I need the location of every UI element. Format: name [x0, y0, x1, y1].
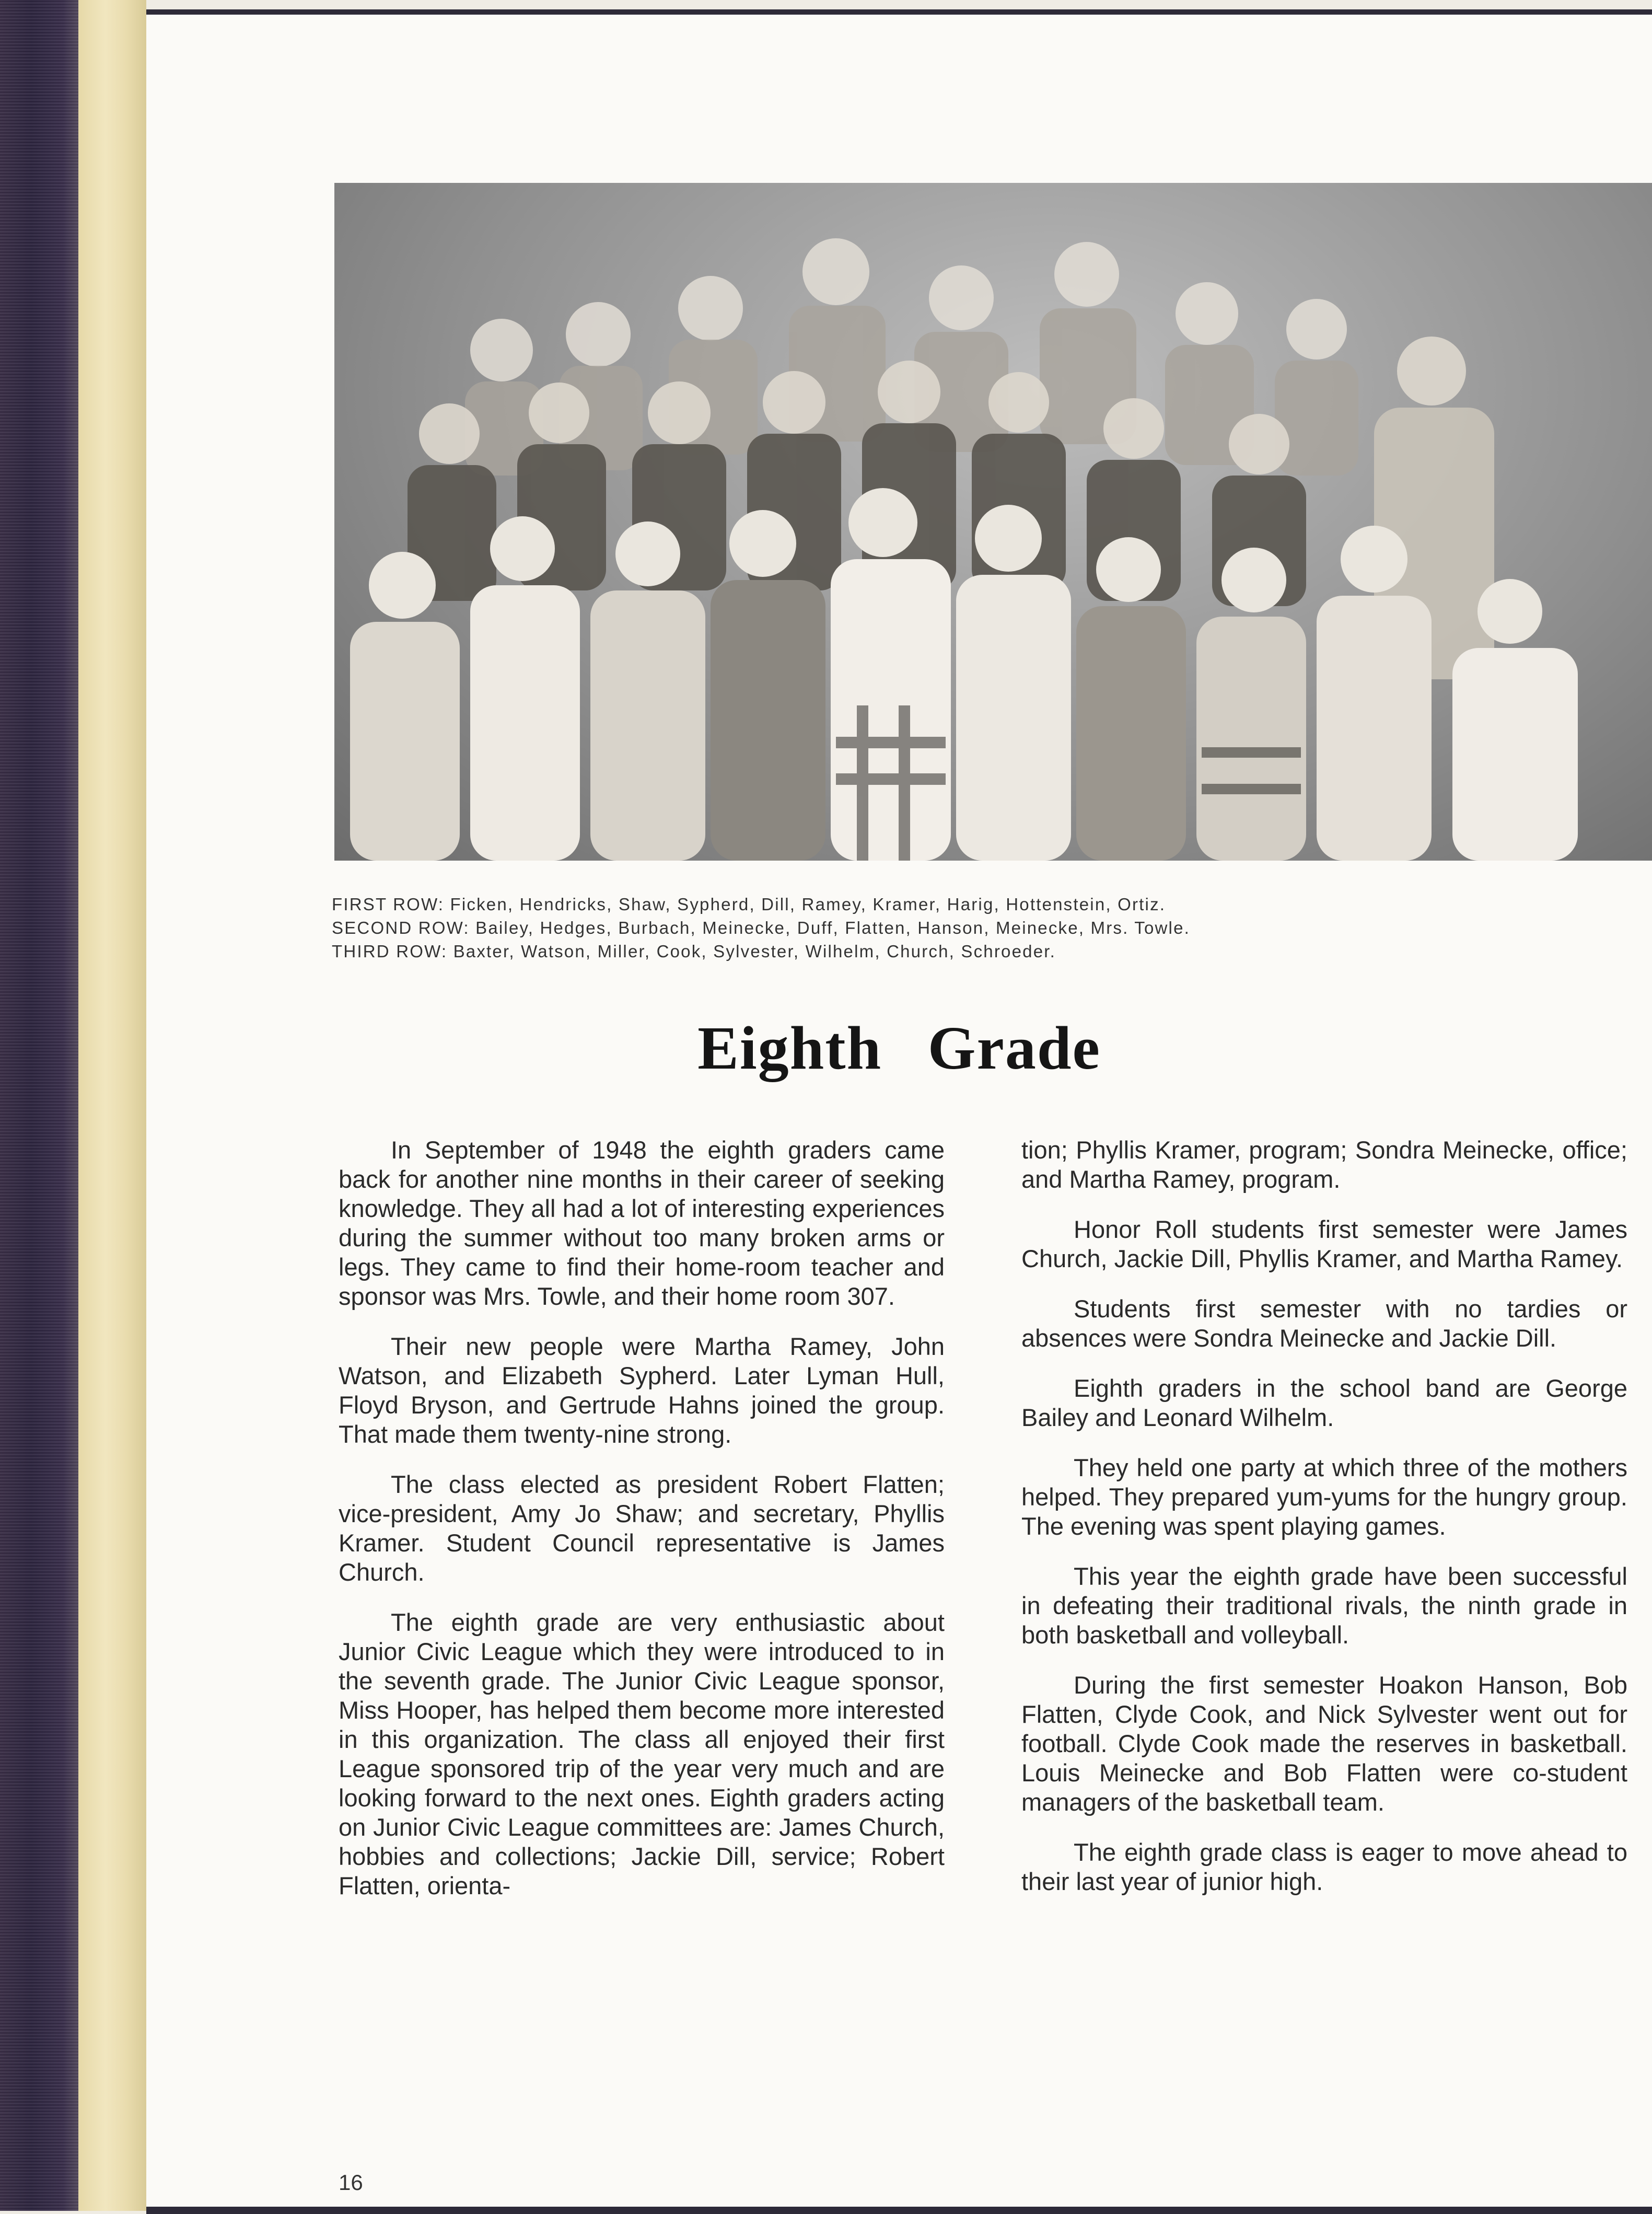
page-number: 16: [339, 2170, 363, 2195]
yearbook-page: [146, 9, 1652, 2214]
paragraph: They held one party at which three of the mothers helped. They prepared yum-yums for the hungry group. The evening was spent playing games.: [1021, 1454, 1627, 1540]
title-word-1: Eighth: [697, 1014, 882, 1082]
caption-first-row: FIRST ROW: Ficken, Hendricks, Shaw, Sypherd, Dill, Ramey, Kramer, Harig, Hottenstein, Ortiz.: [332, 895, 1166, 914]
left-column: [339, 1135, 945, 1921]
paragraph: Their new people were Martha Ramey, John Watson, and Elizabeth Sypherd. Later Lyman Hull, Floyd Bryson, and Gertrude Hahns joined the group. That made them twenty-nine strong.: [339, 1332, 945, 1448]
page-title: [146, 1013, 1652, 1084]
paragraph: tion; Phyllis Kramer, program; Sondra Meinecke, office; and Martha Ramey, program.: [1021, 1136, 1627, 1193]
paragraph: During the first semester Hoakon Hanson, Bob Flatten, Clyde Cook, and Nick Sylvester went out for football. Clyde Cook made the reserves in basketball. Louis Meinecke and Bob Flatten were co-student managers of the basketball team.: [1021, 1671, 1627, 1816]
photo-figures: [334, 183, 1652, 861]
page-edges: [78, 0, 146, 2211]
paragraph: Eighth graders in the school band are George Bailey and Leonard Wilhelm.: [1021, 1374, 1627, 1431]
book-spine: [0, 0, 78, 2211]
caption-third-row: THIRD ROW: Baxter, Watson, Miller, Cook, Sylvester, Wilhelm, Church, Schroeder.: [332, 942, 1056, 961]
paragraph: In September of 1948 the eighth graders came back for another nine months in their career of seeking knowledge. They all had a lot of interesting experiences during the summer without too many broken arms or legs. They came to find their home-room teacher and sponsor was Mrs. Towle, and their home room 307.: [339, 1136, 945, 1310]
title-word-2: Grade: [927, 1014, 1101, 1082]
caption-second-row: SECOND ROW: Bailey, Hedges, Burbach, Meinecke, Duff, Flatten, Hanson, Meinecke, Mrs. Towle.: [332, 918, 1190, 937]
paragraph: Honor Roll students first semester were James Church, Jackie Dill, Phyllis Kramer, and Martha Ramey.: [1021, 1215, 1627, 1272]
photo-caption: [332, 892, 1652, 963]
paragraph: The eighth grade are very enthusiastic about Junior Civic League which they were introduced to in the seventh grade. The Junior Civic League sponsor, Miss Hooper, has helped them become more interested in this organization. The class all enjoyed their first League sponsored trip of the year very much and are looking forward to the next ones. Eighth graders acting on Junior Civic League committees are: James Church, hobbies and collections; Jackie Dill, service; Robert Flatten, orienta-: [339, 1608, 945, 1899]
paragraph: The class elected as president Robert Flatten; vice-president, Amy Jo Shaw; and secretary, Phyllis Kramer. Student Council representative is James Church.: [339, 1470, 945, 1586]
right-column: [1021, 1135, 1627, 1917]
paragraph: Students first semester with no tardies or absences were Sondra Meinecke and Jackie Dill.: [1021, 1295, 1627, 1352]
class-group-photo: [334, 183, 1652, 861]
paragraph: This year the eighth grade have been successful in defeating their traditional rivals, the ninth grade in both basketball and volleyball.: [1021, 1562, 1627, 1649]
paragraph: The eighth grade class is eager to move ahead to their last year of junior high.: [1021, 1838, 1627, 1895]
